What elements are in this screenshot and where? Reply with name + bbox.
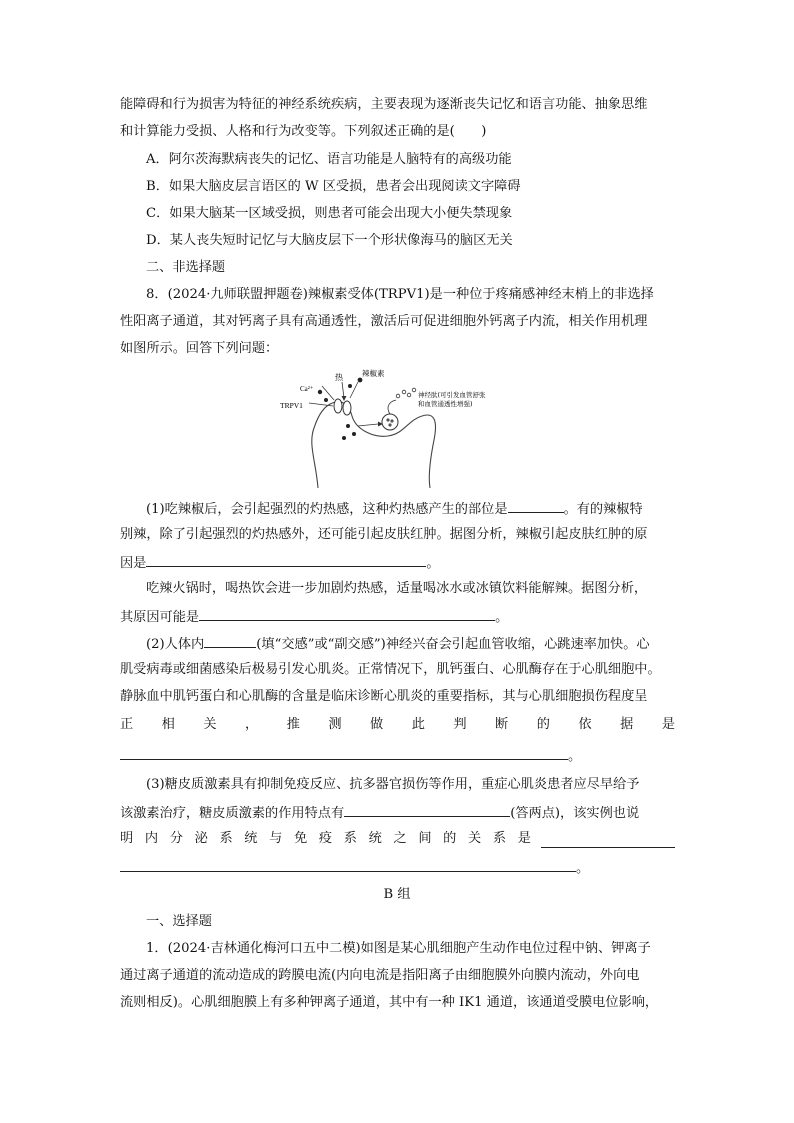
- heat-label: 热: [335, 373, 343, 382]
- answer-blank[interactable]: [508, 499, 564, 513]
- released-neuropeptides: [396, 388, 416, 398]
- justified-char: 疫: [318, 831, 333, 846]
- answer-blank[interactable]: [199, 607, 495, 621]
- justified-char: 关: [468, 831, 482, 846]
- q8-part1-line1: (1)吃辣椒后，会引起强烈的灼热感，这种灼热感产生的部位是 。有的辣椒特: [146, 499, 643, 519]
- justified-char: 间: [418, 831, 432, 846]
- q8-part3-line1: (3)糖皮质激素具有抑制免疫反应、抗多器官损伤等作用，重症心肌炎患者应尽早给予: [146, 777, 640, 792]
- trpv1-mechanism-figure: [278, 364, 486, 488]
- section-heading-nonchoice: 二、非选择题: [146, 260, 226, 275]
- q7-option-d: D．某人丧失短时记忆与大脑皮层下一个形状像海马的脑区无关: [146, 233, 513, 248]
- q7-option-c: C．如果大脑某一区域受损，则患者可能会出现大小便失禁现象: [146, 206, 513, 221]
- answer-blank[interactable]: [120, 746, 568, 760]
- justified-char: 关: [203, 717, 217, 732]
- q8-part1-line2: 别辣，除了引起强烈的灼热感外，还可能引起皮肤红肿。据图分析，辣椒引起皮肤红肿的原: [120, 527, 648, 542]
- justified-char: 判: [453, 717, 467, 732]
- answer-blank[interactable]: [204, 634, 256, 648]
- justified-char: 测: [328, 717, 342, 732]
- answer-blank[interactable]: [120, 858, 576, 872]
- justified-char: 系: [343, 831, 357, 846]
- q8-part3-line3: [120, 830, 675, 848]
- signal-arrow: [358, 424, 378, 426]
- heat-arrow-head: [342, 396, 347, 401]
- justified-char: 做: [370, 717, 384, 732]
- q8-stem-line3: 如图所示。回答下列问题：: [120, 341, 279, 356]
- justified-char: ，: [245, 717, 259, 732]
- justified-char: 免: [294, 831, 308, 846]
- neuropeptide-label-line1: 神经肽(可引发血管舒张: [418, 391, 486, 399]
- justified-char: 的: [536, 717, 550, 732]
- q8-part3-line2: 该激素治疗，糖皮质激素的作用特点有 (答两点)，该实例也说: [120, 803, 639, 823]
- answer-blank[interactable]: [541, 834, 675, 848]
- q8-part3-line4: 。: [120, 858, 589, 878]
- justified-char: 统: [368, 831, 382, 846]
- neuropeptide-label-line2: 和血管通透性增强): [418, 400, 473, 408]
- q8-part2-line3: 静脉血中肌钙蛋白和心肌酶的含量是临床诊断心肌炎的重要指标，其与心肌细胞损伤程度呈: [120, 689, 648, 704]
- trpv1-label: TRPV1: [280, 401, 303, 410]
- capsaicin-arrow: [350, 382, 358, 398]
- justified-char: 推: [286, 717, 300, 732]
- heat-arrow: [342, 382, 344, 398]
- capsaicin-molecule: [358, 378, 363, 383]
- q8-part2-line4: [120, 716, 675, 734]
- calcium-influx-arrow: [322, 386, 334, 400]
- nerve-ending-outline: [312, 402, 436, 488]
- justified-char: 与: [269, 831, 283, 846]
- group-b-heading: B 组: [383, 887, 411, 902]
- justified-char: 据: [620, 717, 634, 732]
- b1-stem-line3: 流则相反)。心肌细胞膜上有多种钾离子通道，其中有一种 IK1 通道，该通道受膜电位影响，: [120, 995, 659, 1010]
- q7-option-b: B．如果大脑皮层言语区的 W 区受损，患者会出现阅读文字障碍: [146, 179, 521, 194]
- trpv1-channel: [334, 399, 351, 415]
- justified-char: 是: [517, 831, 531, 846]
- q8-stem-line2: 性阳离子通道，其对钙离子具有高通透性，激活后可促进细胞外钙离子内流，相关作用机理: [120, 314, 648, 329]
- justified-char: 此: [411, 717, 425, 732]
- section-heading-choice: 一、选择题: [146, 914, 212, 929]
- justified-char: 依: [578, 717, 592, 732]
- answer-blank[interactable]: [146, 553, 426, 567]
- justified-char: 系: [219, 831, 233, 846]
- justified-char: 断: [495, 717, 509, 732]
- b1-stem-line2: 通过离子通道的流动造成的跨膜电流(内向电流是指阳离子由细胞膜外向膜内流动，外向电: [120, 968, 640, 983]
- justified-char: 统: [244, 831, 258, 846]
- justified-char: 相: [161, 717, 175, 732]
- q7-stem-line1: 能障碍和行为损害为特征的神经系统疾病，主要表现为逐渐丧失记忆和语言功能、抽象思维: [120, 97, 648, 112]
- justified-char: 之: [393, 831, 407, 846]
- justified-char: 泌: [194, 831, 208, 846]
- capsaicin-label: 辣椒素: [362, 369, 385, 378]
- calcium-label: Ca²⁺: [300, 385, 314, 393]
- q7-stem-line2: 和计算能力受损、人格和行为改变等。下列叙述正确的是( ): [120, 124, 487, 139]
- q8-part1b-line1: 吃辣火锅时，喝热饮会进一步加剧灼热感，适量喝冰水或冰镇饮料能解辣。据图分析，: [146, 581, 648, 596]
- q8-part2-line2: 肌受病毒或细菌感染后极易引发心肌炎。正常情况下，肌钙蛋白、心肌酶存在于心肌细胞中。: [120, 662, 661, 677]
- q8-stem-line1: 8．(2024·九师联盟押题卷)辣椒素受体(TRPV1)是一种位于疼痛感神经末梢上的非选择: [146, 287, 654, 302]
- justified-char: 明: [120, 831, 134, 846]
- q8-part1b-line2: 其原因可能是 。: [120, 607, 508, 627]
- release-arrow: [388, 400, 396, 414]
- q8-part2-line1: (2)人体内 (填“交感”或“副交感”)神经兴奋会引起血管收缩，心跳速率加快。心: [146, 634, 650, 654]
- q8-part2-line5: 。: [120, 746, 581, 766]
- justified-char: 分: [169, 831, 183, 846]
- justified-char: 的: [443, 831, 457, 846]
- justified-char: 是: [661, 717, 675, 732]
- justified-char: 正: [120, 717, 134, 732]
- justified-char: 系: [492, 831, 507, 846]
- q7-option-a: A．阿尔茨海默病丧失的记忆、语言功能是人脑特有的高级功能: [146, 152, 512, 167]
- justified-char: 内: [144, 831, 159, 846]
- answer-blank[interactable]: [344, 803, 510, 817]
- neuropeptide-vesicle: [382, 414, 398, 430]
- b1-stem-line1: 1．(2024·吉林通化梅河口五中二模)如图是某心肌细胞产生动作电位过程中钠、钾离子: [146, 941, 651, 956]
- q8-part1-line3: 因是 。: [120, 553, 440, 573]
